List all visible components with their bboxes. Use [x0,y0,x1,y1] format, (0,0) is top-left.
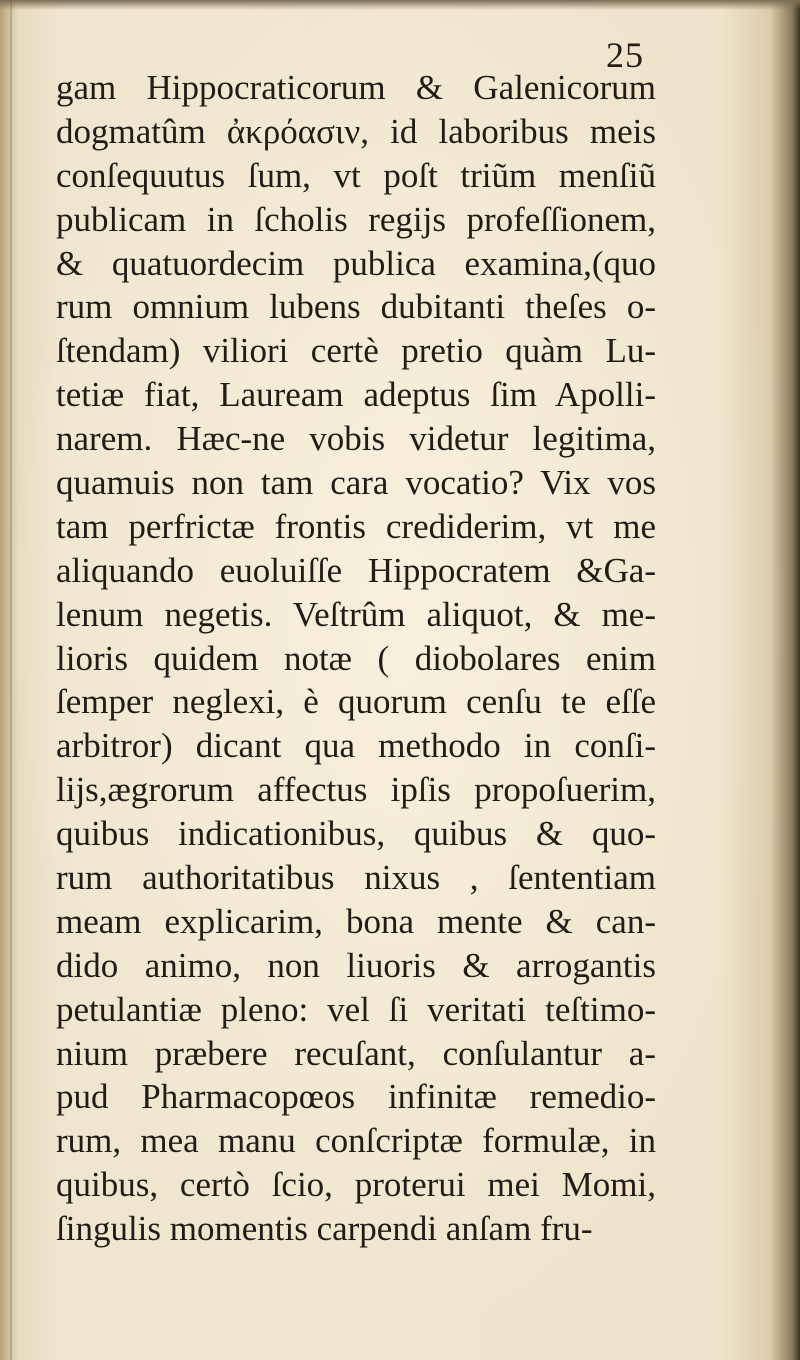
text-line: quamuis non tam cara vocatio? Vix vos [56,463,656,503]
text-line: ſemper neglexi, è quorum cenſu te eſſe [56,682,656,722]
text-line: arbitror) dicant qua methodo in conſi- [56,726,656,766]
text-line: publicam in ſcholis regijs profeſſionem, [56,199,656,239]
text-line: rum omnium lubens dubitanti theſes o- [56,287,656,327]
text-line: petulantiæ pleno: vel ſi veritati teſtimo- [56,989,656,1029]
text-line: & quatuordecim publica examina,(quo [56,243,656,283]
text-line: lijs,ægrorum affectus ipſis propoſuerim, [56,770,656,810]
text-line: ſtendam) viliori certè pretio quàm Lu- [56,331,656,371]
text-line: gam Hippocraticorum & Galenicorum [56,68,656,107]
page-number: 25 [606,35,644,75]
text-line: tam perfrictæ frontis crediderim, vt me [56,506,656,546]
text-line: rum, mea manu conſcriptæ formulæ, in [56,1121,656,1161]
text-line: lioris quidem notæ ( diobolares enim [56,638,656,678]
text-line: quibus indicationibus, quibus & quo- [56,814,656,854]
text-line: dido animo, non liuoris & arrogantis [56,945,656,985]
text-line: aliquando euoluiſſe Hippocratem &Ga- [56,550,656,590]
text-line: meam explicarim, bona mente & can- [56,901,656,941]
text-line: pud Pharmacopœos infinitæ remedio- [56,1077,656,1117]
text-line: narem. Hæc-ne vobis videtur legitima, [56,419,656,459]
text-line: dogmatûm ἀκρόασιν, id laboribus meis [56,111,656,151]
text-line: nium præbere recuſant, conſulantur a- [56,1033,656,1073]
text-line: conſequutus ſum, vt poſt triũm menſiũ [56,155,656,195]
page-top-edge [0,0,800,10]
body-text [56,66,656,1251]
text-line: rum authoritatibus nixus , ſententiam [56,858,656,898]
text-line: lenum negetis. Veſtrûm aliquot, & me- [56,594,656,634]
text-line: quibus, certò ſcio, proterui mei Momi, [56,1165,656,1205]
gutter-shadow [10,0,12,1360]
text-line: ſingulis momentis carpendi anſam fru- [56,1209,593,1249]
text-line: tetiæ fiat, Lauream adeptus ſim Apolli- [56,375,656,415]
